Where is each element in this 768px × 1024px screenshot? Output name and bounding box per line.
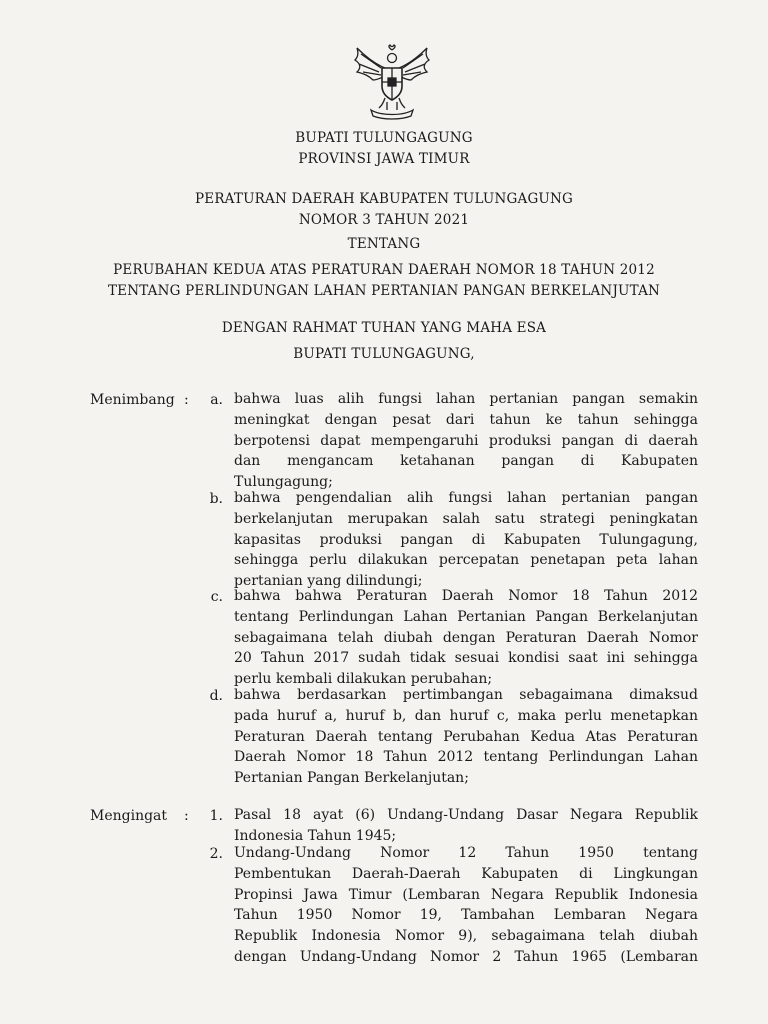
tentang-heading: TENTANG: [347, 236, 421, 252]
text-line: sebagaimana telah diubah dengan Peraturan Daerah Nomor: [234, 629, 698, 646]
item-marker: 1.: [209, 808, 223, 824]
item-marker: c.: [210, 589, 223, 605]
subject-line-2: TENTANG PERLINDUNGAN LAHAN PERTANIAN PANGAN BERKELANJUTAN: [107, 283, 661, 299]
text-line: Undang-Undang Nomor 12 Tahun 1950 tentang: [234, 845, 698, 861]
text-line: meningkat dengan pesat dari tahun ke tahun sehingga: [234, 411, 698, 428]
text-line: Tulungagung;: [234, 474, 333, 491]
text-line: Republik Indonesia Nomor 9), sebagaimana telah diubah: [234, 928, 698, 945]
text-line: Indonesia Tahun 1945;: [234, 827, 397, 844]
item-marker: a.: [210, 392, 223, 408]
text-line: tentang Perlindungan Lahan Pertanian Pangan Berkelanjutan: [234, 608, 698, 625]
text-line: kapasitas produksi pangan di Kabupaten Tulungagung,: [234, 531, 698, 548]
text-line: dengan Undang-Undang Nomor 2 Tahun 1965 (Lembaran: [234, 948, 698, 965]
menimbang-label: Menimbang: [90, 392, 175, 408]
text-line: Peraturan Daerah tentang Perubahan Kedua Atas Peraturan: [234, 728, 698, 745]
text-line: Pertanian Pangan Berkelanjutan;: [234, 770, 469, 787]
mengingat-item-2: [234, 843, 698, 968]
text-line: perlu kembali dilakukan perubahan;: [234, 671, 493, 688]
menimbang-item-a: [234, 389, 698, 493]
text-line: pada huruf a, huruf b, dan huruf c, maka perlu menetapkan: [234, 707, 698, 724]
menimbang-item-c: [234, 586, 698, 690]
text-line: bahwa pengendalian alih fungsi lahan pertanian pangan: [234, 490, 698, 506]
text-line: bahwa bahwa Peraturan Daerah Nomor 18 Tahun 2012: [234, 588, 698, 604]
province-title: PROVINSI JAWA TIMUR: [298, 151, 470, 167]
menimbang-colon: :: [184, 392, 189, 408]
text-line: bahwa berdasarkan pertimbangan sebagaimana dimaksud: [234, 687, 698, 703]
text-line: Pembentukan Daerah-Daerah Kabupaten di Lingkungan: [234, 865, 698, 882]
text-line: dan mengancam ketahanan pangan di Kabupaten: [234, 453, 698, 470]
regulation-number: NOMOR 3 TAHUN 2021: [298, 212, 470, 228]
bupati-line: BUPATI TULUNGAGUNG,: [293, 346, 475, 362]
item-marker: 2.: [209, 846, 223, 862]
menimbang-item-b: [234, 488, 698, 592]
mengingat-label: Mengingat: [90, 808, 168, 824]
mengingat-item-1: [234, 805, 698, 847]
text-line: Daerah Nomor 18 Tahun 2012 tentang Perlindungan Lahan: [234, 749, 698, 766]
rahmat-line: DENGAN RAHMAT TUHAN YANG MAHA ESA: [221, 320, 547, 336]
text-line: berkelanjutan merupakan salah satu strategi peningkatan: [234, 510, 698, 527]
text-line: Propinsi Jawa Timur (Lembaran Negara Republik Indonesia: [234, 886, 698, 903]
text-line: berpotensi dapat mempengaruhi produksi pangan di daerah: [234, 432, 698, 449]
text-line: Tahun 1950 Nomor 19, Tambahan Lembaran Negara: [234, 907, 698, 924]
item-marker: b.: [209, 491, 223, 507]
garuda-emblem-icon: [351, 44, 433, 120]
text-line: sehingga perlu dilakukan percepatan penetapan peta lahan: [234, 552, 698, 569]
text-line: Pasal 18 ayat (6) Undang-Undang Dasar Negara Republik: [234, 807, 698, 823]
mengingat-colon: :: [184, 808, 189, 824]
text-line: pertanian yang dilindungi;: [234, 573, 423, 590]
regent-title: BUPATI TULUNGAGUNG: [295, 130, 473, 146]
item-marker: d.: [209, 688, 223, 704]
text-line: bahwa luas alih fungsi lahan pertanian pangan semakin: [234, 391, 698, 407]
menimbang-item-d: [234, 685, 698, 789]
text-line: 20 Tahun 2017 sudah tidak sesuai kondisi saat ini sehingga: [234, 650, 698, 667]
subject-line-1: PERUBAHAN KEDUA ATAS PERATURAN DAERAH NOMOR 18 TAHUN 2012: [113, 262, 655, 278]
regulation-title: PERATURAN DAERAH KABUPATEN TULUNGAGUNG: [194, 191, 573, 207]
